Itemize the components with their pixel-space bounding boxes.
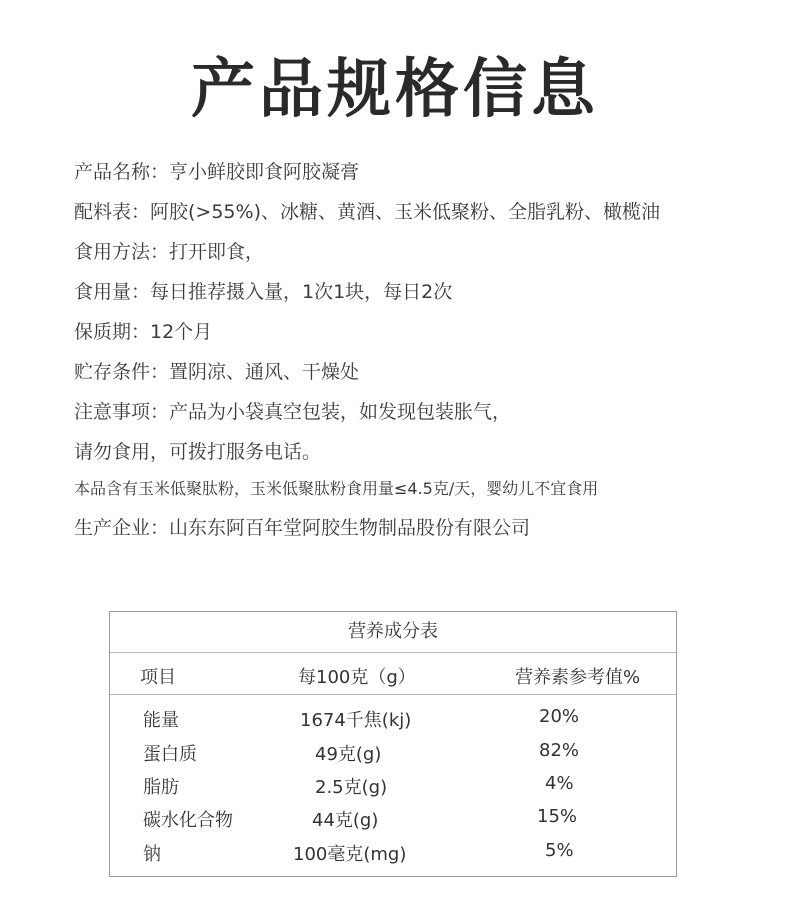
nutrient-nrv: 5% xyxy=(545,840,574,861)
usage-method: 食用方法：打开即食， xyxy=(74,241,265,263)
nutrition-table-caption: 营养成分表 xyxy=(348,621,438,642)
nutrient-amount: 100毫克(mg) xyxy=(293,844,407,865)
dosage: 食用量：每日推荐摄入量，1次1块，每日2次 xyxy=(74,281,453,303)
product-info xyxy=(74,152,774,548)
header-nrv: 营养素参考值% xyxy=(515,667,641,688)
nutrient-name: 钠 xyxy=(143,844,161,865)
precautions-continued: 请勿食用，可拨打服务电话。 xyxy=(74,441,322,463)
divider xyxy=(110,652,676,653)
product-name: 产品名称：亨小鲜胶即食阿胶凝膏 xyxy=(74,161,360,183)
precautions: 注意事项：产品为小袋真空包装，如发现包装胀气， xyxy=(74,401,512,423)
peptide-note: 本品含有玉米低聚肽粉，玉米低聚肽粉食用量≤4.5克/天，婴幼儿不宜食用 xyxy=(74,479,599,498)
nutrient-amount: 1674千焦(kj) xyxy=(300,710,412,731)
shelf-life: 保质期：12个月 xyxy=(74,321,213,343)
page-title: 产品规格信息 xyxy=(191,53,599,127)
nutrient-nrv: 4% xyxy=(545,773,574,794)
nutrient-nrv: 82% xyxy=(539,740,580,761)
nutrient-amount: 2.5克(g) xyxy=(315,777,388,798)
nutrient-amount: 49克(g) xyxy=(315,744,382,765)
storage-conditions: 贮存条件：置阴凉、通风、干燥处 xyxy=(74,361,360,383)
nutrition-table xyxy=(109,611,677,877)
nutrient-name: 脂肪 xyxy=(143,777,179,798)
nutrient-nrv: 15% xyxy=(537,806,578,827)
nutrient-name: 碳水化合物 xyxy=(143,810,233,831)
header-per-100g: 每100克（g） xyxy=(298,667,416,688)
nutrient-name: 能量 xyxy=(143,710,179,731)
divider xyxy=(110,694,676,695)
nutrient-name: 蛋白质 xyxy=(143,744,197,765)
manufacturer: 生产企业：山东东阿百年堂阿胶生物制品股份有限公司 xyxy=(74,517,531,539)
nutrient-amount: 44克(g) xyxy=(312,810,379,831)
ingredients: 配料表：阿胶(>55%)、冰糖、黄酒、玉米低聚粉、全脂乳粉、橄榄油 xyxy=(74,201,660,223)
header-item: 项目 xyxy=(140,667,176,688)
nutrient-nrv: 20% xyxy=(539,706,580,727)
